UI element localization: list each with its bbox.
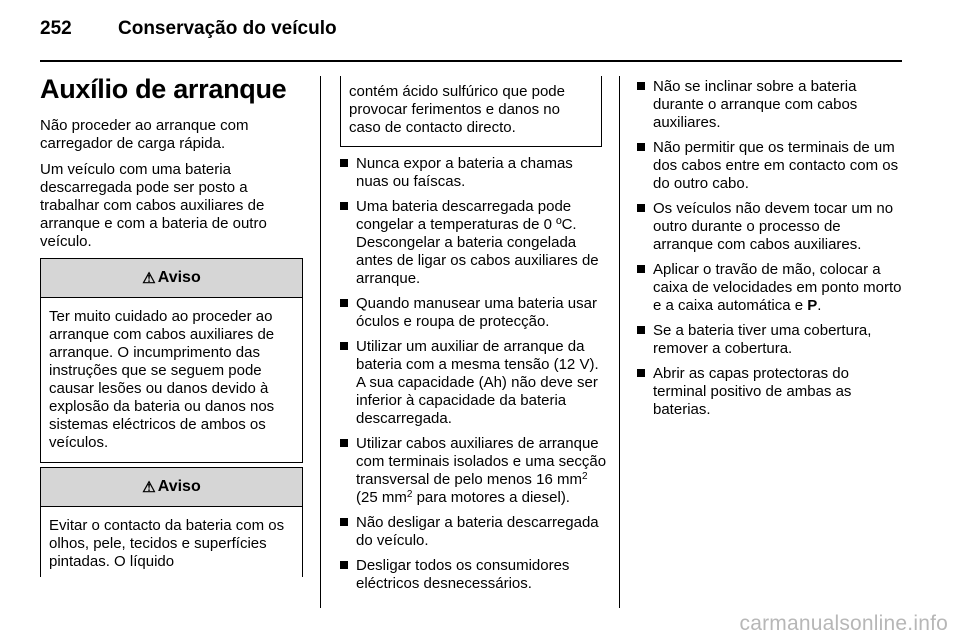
- list-item: Os veículos não devem tocar um no outro durante o processo de arranque com cabos auxiliares.: [637, 200, 903, 254]
- warning-label: Aviso: [157, 269, 201, 286]
- column-1: [40, 74, 302, 259]
- page-number: 252: [40, 18, 72, 39]
- list-item: Aplicar o travão de mão, colocar a caixa de velocidades em ponto morto e a caixa automática e P.: [637, 261, 903, 315]
- warning-triangle-icon: ⚠: [142, 270, 156, 287]
- paragraph: Um veículo com uma bateria descarregada pode ser posto a trabalhar com cabos auxiliares de arranque e com a bateria de outro veículo.: [40, 161, 267, 250]
- list-item: Não se inclinar sobre a bateria durante o arranque com cabos auxiliares.: [637, 78, 903, 132]
- list-item: Utilizar um auxiliar de arranque da bateria com a mesma tensão (12 V). A sua capacidade (Ah) não deve ser inferior à capacidade da bateria descarregada.: [340, 338, 608, 428]
- safety-list: [340, 155, 608, 600]
- bullet-icon: [340, 518, 348, 526]
- warning-text: Evitar o contacto da bateria com os olhos, pele, tecidos e superfícies pintadas. O líquido: [49, 517, 285, 570]
- warning-label: Aviso: [157, 478, 201, 495]
- bullet-icon: [637, 326, 645, 334]
- bullet-icon: [637, 143, 645, 151]
- section-title: Auxílio de arranque: [40, 74, 287, 104]
- bullet-icon: [340, 342, 348, 350]
- warning-triangle-icon: ⚠: [142, 479, 156, 496]
- chapter-title: Conservação do veículo: [118, 18, 337, 39]
- bullet-icon: [340, 202, 348, 210]
- list-item: Desligar todos os consumidores eléctricos desnecessários.: [340, 557, 608, 593]
- column-divider: [619, 76, 620, 608]
- column-divider: [320, 76, 321, 608]
- warning-header: [41, 259, 302, 298]
- list-item: Quando manusear uma bateria usar óculos e roupa de protecção.: [340, 295, 608, 331]
- bullet-icon: [637, 82, 645, 90]
- list-item: Se a bateria tiver uma cobertura, remover a cobertura.: [637, 322, 903, 358]
- bullet-icon: [340, 439, 348, 447]
- bullet-icon: [637, 265, 645, 273]
- watermark: carmanualsonline.info: [739, 612, 948, 635]
- bullet-icon: [340, 561, 348, 569]
- warning-header: [41, 468, 302, 507]
- list-item: Nunca expor a bateria a chamas nuas ou faíscas.: [340, 155, 608, 191]
- bullet-icon: [340, 159, 348, 167]
- bullet-icon: [340, 299, 348, 307]
- header-rule: [40, 60, 902, 62]
- warning-box: [40, 467, 303, 577]
- list-item: Uma bateria descarregada pode congelar a temperaturas de 0 ºC. Descongelar a bateria congelada antes de ligar os cabos auxiliares de arranque.: [340, 198, 608, 288]
- safety-list: [637, 78, 903, 426]
- warning-box: [40, 258, 303, 463]
- paragraph: Não proceder ao arranque com carregador de carga rápida.: [40, 117, 249, 152]
- warning-text: Ter muito cuidado ao proceder ao arranque com cabos auxiliares de arranque. O incumprimento das instruções que se seguem pode causar lesões ou danos devido à explosão da bateria ou danos nos sistemas eléctricos de ambos os veículos.: [49, 308, 275, 451]
- list-item: Não desligar a bateria descarregada do veículo.: [340, 514, 608, 550]
- list-item: Não permitir que os terminais de um dos cabos entre em contacto com os do outro cabo.: [637, 139, 903, 193]
- bullet-icon: [637, 204, 645, 212]
- list-item: Utilizar cabos auxiliares de arranque com terminais isolados e uma secção transversal de pelo menos 16 $mm^2$ (25 $mm^2$ para motores a diesel).: [340, 435, 608, 507]
- warning-continuation: contém ácido sulfúrico que pode provocar ferimentos e danos no caso de contacto directo.: [340, 76, 602, 147]
- bullet-icon: [637, 369, 645, 377]
- list-item: Abrir as capas protectoras do terminal positivo de ambas as baterias.: [637, 365, 903, 419]
